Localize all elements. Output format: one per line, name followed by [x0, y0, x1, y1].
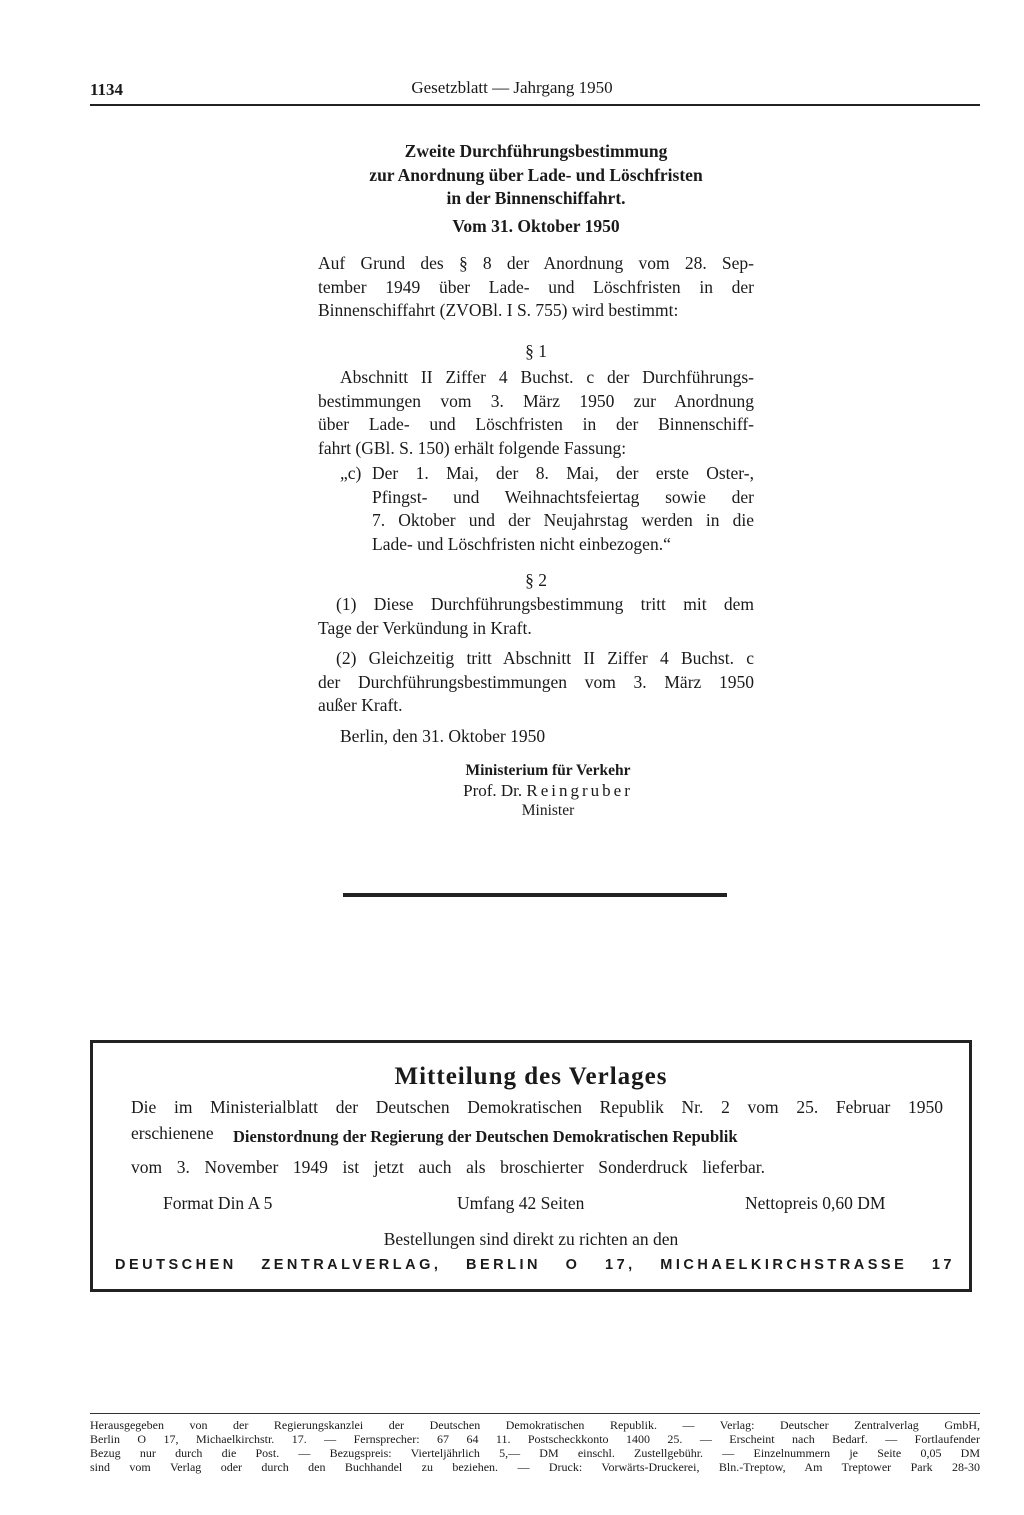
- decree-date: Vom 31. Oktober 1950: [452, 216, 620, 236]
- section-2-para-2: [318, 647, 754, 718]
- section-1-line: über Lade- und Löschfristen in der Binnenschiff-: [318, 414, 754, 434]
- imprint-line: sind vom Verlag oder durch den Buchhandel zu beziehen. — Druck: Vorwärts-Druckerei, Bln.-Treptow, Am Treptower Park 28-30: [90, 1460, 980, 1474]
- quote-line: 7. Oktober und der Neujahrstag werden in die: [372, 510, 754, 530]
- quote-line: Lade- und Löschfristen nicht einbezogen.“: [372, 533, 671, 554]
- title-line: in der Binnenschiffahrt.: [446, 188, 626, 208]
- notice-line: Die im Ministerialblatt der Deutschen Demokratischen Republik Nr. 2 vom 25. Februar 1950: [131, 1097, 943, 1117]
- preamble-line: Binnenschiffahrt (ZVOBl. I S. 755) wird bestimmt:: [318, 300, 679, 320]
- publisher-notice-box: [90, 1040, 972, 1292]
- section-1-line: bestimmungen vom 3. März 1950 zur Anordnung: [318, 390, 754, 411]
- quote-label: „c): [340, 463, 362, 483]
- section-2-line: (1) Diese Durchführungsbestimmung tritt mit dem: [336, 594, 754, 614]
- title-line: zur Anordnung über Lade- und Löschfristen: [369, 164, 703, 185]
- section-2-line: (2) Gleichzeitig tritt Abschnitt II Ziffer 4 Buchst. c: [336, 648, 754, 668]
- notice-line: vom 3. November 1949 ist jetzt auch als broschierter Sonderdruck lieferbar.: [131, 1157, 765, 1177]
- page-number: 1134: [90, 80, 124, 99]
- section-divider: [343, 893, 727, 897]
- running-head: Gesetzblatt — Jahrgang 1950: [411, 78, 613, 97]
- imprint-line: Bezug nur durch die Post. — Bezugspreis: Vierteljährlich 5,— DM einschl. Zustellgebühr. — Einzelnummern je Seite 0,05 DM: [90, 1446, 980, 1460]
- section-2-line: außer Kraft.: [318, 695, 403, 715]
- header-rule: [90, 104, 980, 106]
- section-1-line: Abschnitt II Ziffer 4 Buchst. c der Durchführungs-: [340, 367, 754, 387]
- notice-address: DEUTSCHEN ZENTRALVERLAG, BERLIN O 17, MICHAELKIRCHSTRASSE 17: [115, 1257, 955, 1273]
- notice-order-line: Bestellungen sind direkt zu richten an den: [383, 1229, 679, 1249]
- signature-role: Minister: [521, 802, 575, 819]
- quote-line: Pfingst- und Weihnachtsfeiertag sowie der: [372, 486, 754, 507]
- notice-format: Format Din A 5: [163, 1193, 273, 1213]
- preamble-line: tember 1949 über Lade- und Löschfristen in der: [318, 276, 754, 297]
- title-line: Zweite Durchführungsbestimmung: [404, 141, 668, 161]
- imprint-line: Berlin O 17, Michaelkirchstr. 17. — Fernsprecher: 67 64 11. Postscheckkonto 1400 25. — Erscheint nach Bedarf. — Fortlaufender: [90, 1432, 980, 1446]
- signature-ministry: Ministerium für Verkehr: [465, 762, 631, 779]
- section-1-body: [318, 366, 754, 460]
- section-1-line: fahrt (GBl. S. 150) erhält folgende Fassung:: [318, 437, 627, 458]
- section-2-para-1: [318, 593, 754, 640]
- signature-surname: Reingruber: [526, 781, 633, 800]
- section-2-heading: § 2: [525, 570, 547, 590]
- amended-text-quote: [340, 462, 754, 556]
- signature-name: [318, 780, 778, 801]
- place-date: Berlin, den 31. Oktober 1950: [340, 726, 546, 746]
- section-2-line: Tage der Verkündung in Kraft.: [318, 617, 532, 638]
- notice-title: Mitteilung des Verlages: [394, 1063, 668, 1090]
- section-2-line: der Durchführungsbestimmungen vom 3. März 1950: [318, 671, 754, 692]
- imprint-line: Herausgegeben von der Regierungskanzlei der Deutschen Demokratischen Republik. — Verlag: Deutscher Zentralverlag GmbH,: [90, 1418, 980, 1432]
- footer-rule: [90, 1413, 980, 1414]
- signature-title: Prof. Dr.: [463, 781, 523, 800]
- notice-line: erschienene: [131, 1123, 214, 1143]
- imprint: [90, 1418, 980, 1474]
- decree-title: [318, 140, 754, 211]
- notice-extent: Umfang 42 Seiten: [457, 1193, 585, 1213]
- section-1-heading: § 1: [525, 341, 547, 361]
- preamble: [318, 252, 754, 323]
- notice-price: Nettopreis 0,60 DM: [745, 1193, 886, 1213]
- preamble-line: Auf Grund des § 8 der Anordnung vom 28. Sep-: [318, 253, 754, 273]
- quote-line: Der 1. Mai, der 8. Mai, der erste Oster-,: [372, 463, 754, 483]
- notice-document-title: Dienstordnung der Regierung der Deutschen Demokratischen Republik: [233, 1127, 738, 1146]
